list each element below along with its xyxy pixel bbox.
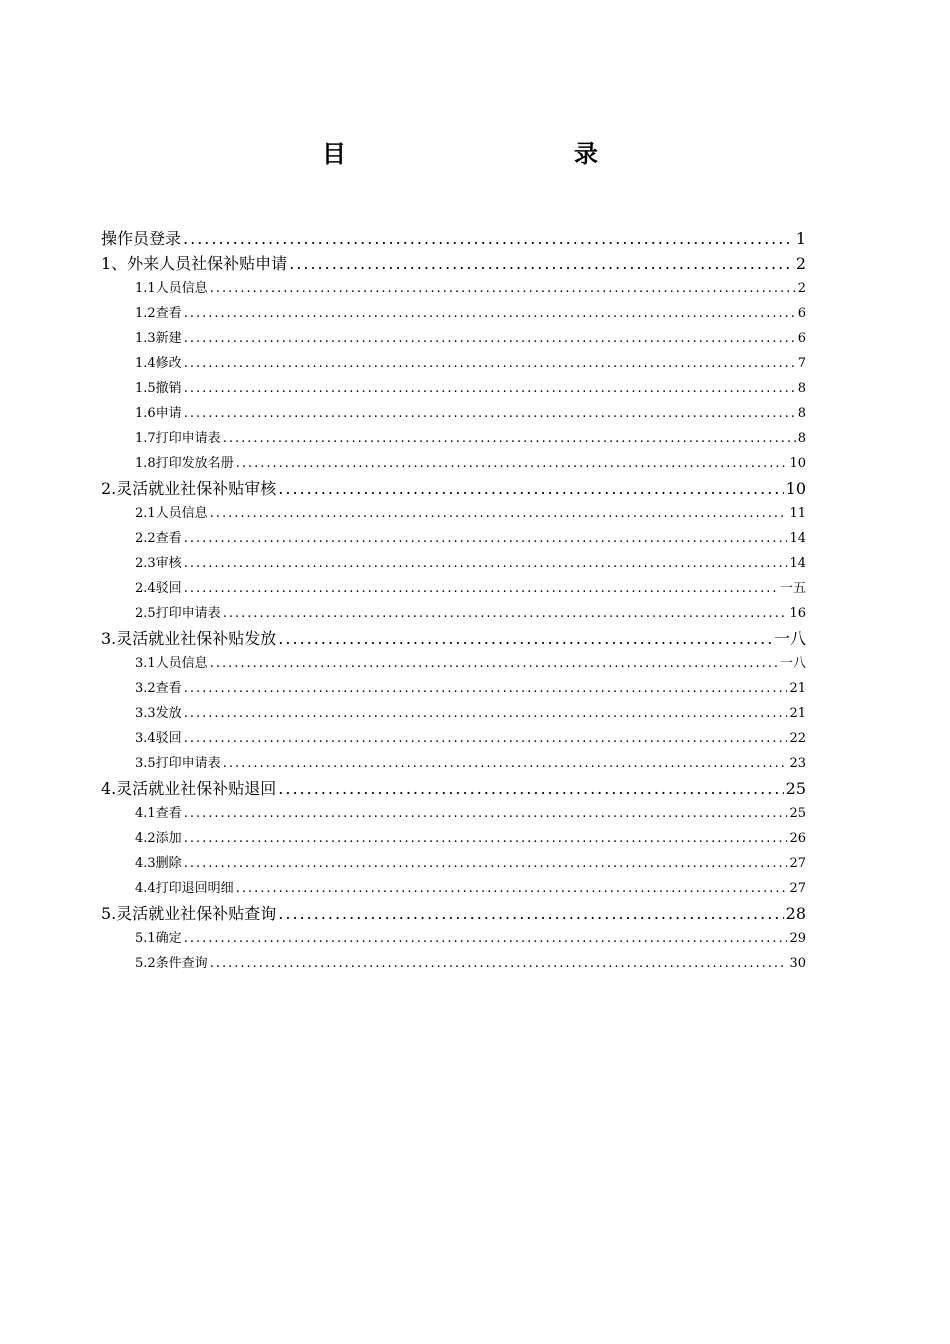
toc-entry-level2[interactable] [101, 376, 806, 401]
toc-entry-label: 1.4修改 [135, 356, 182, 371]
toc-entry-page-number: 16 [789, 606, 806, 621]
toc-entry-page-number: 一八 [779, 656, 806, 671]
toc-entry-page-number: 25 [789, 806, 806, 821]
toc-entry-page-number: 14 [789, 556, 806, 571]
toc-dot-leader [278, 776, 783, 801]
toc-dot-leader [210, 276, 796, 301]
toc-entry-level1[interactable] [101, 251, 806, 276]
toc-entry-level2[interactable] [101, 951, 806, 976]
toc-entry-label: 3.5打印申请表 [135, 756, 221, 771]
toc-dot-leader [184, 701, 788, 726]
toc-dot-leader [278, 626, 772, 651]
toc-entry-page-number: 22 [789, 731, 806, 746]
toc-entry-label: 1.6申请 [135, 406, 182, 421]
toc-entry-level2[interactable] [101, 601, 806, 626]
toc-entry-level2[interactable] [101, 301, 806, 326]
toc-entry-label: 4.3删除 [135, 856, 182, 871]
toc-entry-label: 2.5打印申请表 [135, 606, 221, 621]
toc-entry-level2[interactable] [101, 351, 806, 376]
toc-entry-label: 1.3新建 [135, 331, 182, 346]
toc-dot-leader [184, 826, 788, 851]
toc-dot-leader [184, 376, 796, 401]
toc-entry-level2[interactable] [101, 676, 806, 701]
toc-dot-leader [184, 801, 788, 826]
toc-entry-level1[interactable] [101, 476, 806, 501]
toc-entry-label: 2.2查看 [135, 531, 182, 546]
toc-entry-label: 2.灵活就业社保补贴审核 [101, 479, 277, 498]
toc-entry-level2[interactable] [101, 651, 806, 676]
toc-entry-label: 2.3审核 [135, 556, 182, 571]
toc-entry-level2[interactable] [101, 826, 806, 851]
toc-entry-label: 3.灵活就业社保补贴发放 [101, 629, 277, 648]
toc-entry-page-number: 25 [785, 779, 806, 798]
toc-entry-label: 1.8打印发放名册 [135, 456, 234, 471]
toc-entry-label: 3.1人员信息 [135, 656, 208, 671]
toc-entry-level2[interactable] [101, 451, 806, 476]
toc-entry-level1[interactable] [101, 626, 806, 651]
toc-dot-leader [184, 526, 788, 551]
toc-entry-level2[interactable] [101, 426, 806, 451]
toc-entry-page-number: 10 [789, 456, 806, 471]
toc-dot-leader [184, 676, 788, 701]
toc-entry-page-number: 28 [785, 904, 806, 923]
toc-entry-level2[interactable] [101, 401, 806, 426]
toc-dot-leader [184, 926, 788, 951]
toc-entry-page-number: 6 [797, 331, 806, 346]
toc-entry-level2[interactable] [101, 551, 806, 576]
toc-entry-page-number: 26 [789, 831, 806, 846]
toc-entry-page-number: 10 [785, 479, 806, 498]
toc-entry-level2[interactable] [101, 701, 806, 726]
toc-dot-leader [289, 251, 794, 276]
toc-dot-leader [223, 601, 788, 626]
toc-dot-leader [210, 651, 778, 676]
toc-entry-page-number: 6 [797, 306, 806, 321]
toc-entry-label: 5.2条件查询 [135, 956, 208, 971]
toc-entry-level2[interactable] [101, 801, 806, 826]
toc-entry-level2[interactable] [101, 276, 806, 301]
toc-entry-page-number: 1 [795, 229, 806, 248]
toc-dot-leader [278, 901, 783, 926]
toc-entry-page-number: 27 [789, 856, 806, 871]
toc-entry-level2[interactable] [101, 726, 806, 751]
toc-dot-leader [184, 326, 796, 351]
toc-entry-page-number: 一八 [773, 629, 806, 648]
toc-dot-leader [184, 726, 788, 751]
toc-entry-page-number: 11 [789, 506, 806, 521]
toc-entry-label: 1.7打印申请表 [135, 431, 221, 446]
toc-entry-level2[interactable] [101, 876, 806, 901]
toc-entry-level2[interactable] [101, 326, 806, 351]
toc-entry-page-number: 14 [789, 531, 806, 546]
toc-dot-leader [278, 476, 783, 501]
toc-entry-page-number: 8 [797, 406, 806, 421]
toc-dot-leader [184, 401, 796, 426]
toc-entry-level2[interactable] [101, 751, 806, 776]
toc-entry-page-number: 29 [789, 931, 806, 946]
toc-title: 目 录 [322, 139, 658, 168]
toc-dot-leader [184, 351, 796, 376]
toc-entry-level1[interactable] [101, 226, 806, 251]
toc-dot-leader [184, 576, 778, 601]
toc-entry-level2[interactable] [101, 501, 806, 526]
toc-entry-label: 1.1人员信息 [135, 281, 208, 296]
toc-entry-page-number: 8 [797, 431, 806, 446]
toc-dot-leader [184, 301, 796, 326]
toc-entry-page-number: 2 [795, 254, 806, 273]
toc-entry-label: 3.3发放 [135, 706, 182, 721]
toc-entry-label: 操作员登录 [101, 229, 182, 248]
toc-dot-leader [210, 951, 788, 976]
toc-entry-label: 5.灵活就业社保补贴查询 [101, 904, 277, 923]
toc-entry-label: 1、外来人员社保补贴申请 [101, 254, 288, 273]
toc-entry-label: 2.1人员信息 [135, 506, 208, 521]
toc-entry-level1[interactable] [101, 776, 806, 801]
toc-entry-page-number: 一五 [779, 581, 806, 596]
toc-entry-page-number: 21 [789, 706, 806, 721]
toc-entry-page-number: 30 [789, 956, 806, 971]
toc-dot-leader [236, 451, 788, 476]
toc-dot-leader [184, 551, 788, 576]
toc-entry-label: 3.2查看 [135, 681, 182, 696]
toc-entry-label: 1.2查看 [135, 306, 182, 321]
toc-dot-leader [184, 851, 788, 876]
toc-entry-page-number: 21 [789, 681, 806, 696]
toc-entry-label: 4.4打印退回明细 [135, 881, 234, 896]
toc-entry-page-number: 7 [797, 356, 806, 371]
toc-entry-page-number: 23 [789, 756, 806, 771]
toc-dot-leader [183, 226, 794, 251]
toc-entry-level2[interactable] [101, 526, 806, 551]
toc-entry-label: 3.4驳回 [135, 731, 182, 746]
toc-entry-label: 4.2添加 [135, 831, 182, 846]
toc-entry-label: 2.4驳回 [135, 581, 182, 596]
toc-entry-level2[interactable] [101, 576, 806, 601]
toc-entry-level2[interactable] [101, 926, 806, 951]
toc-entry-label: 5.1确定 [135, 931, 182, 946]
toc-entry-label: 4.灵活就业社保补贴退回 [101, 779, 277, 798]
toc-entry-page-number: 8 [797, 381, 806, 396]
toc-entry-page-number: 2 [797, 281, 806, 296]
toc-dot-leader [236, 876, 788, 901]
toc-entry-level1[interactable] [101, 901, 806, 926]
toc-dot-leader [210, 501, 788, 526]
toc-dot-leader [223, 426, 796, 451]
toc-list [101, 226, 806, 976]
toc-entry-level2[interactable] [101, 851, 806, 876]
toc-entry-page-number: 27 [789, 881, 806, 896]
toc-entry-label: 1.5撤销 [135, 381, 182, 396]
toc-entry-label: 4.1查看 [135, 806, 182, 821]
toc-dot-leader [223, 751, 788, 776]
